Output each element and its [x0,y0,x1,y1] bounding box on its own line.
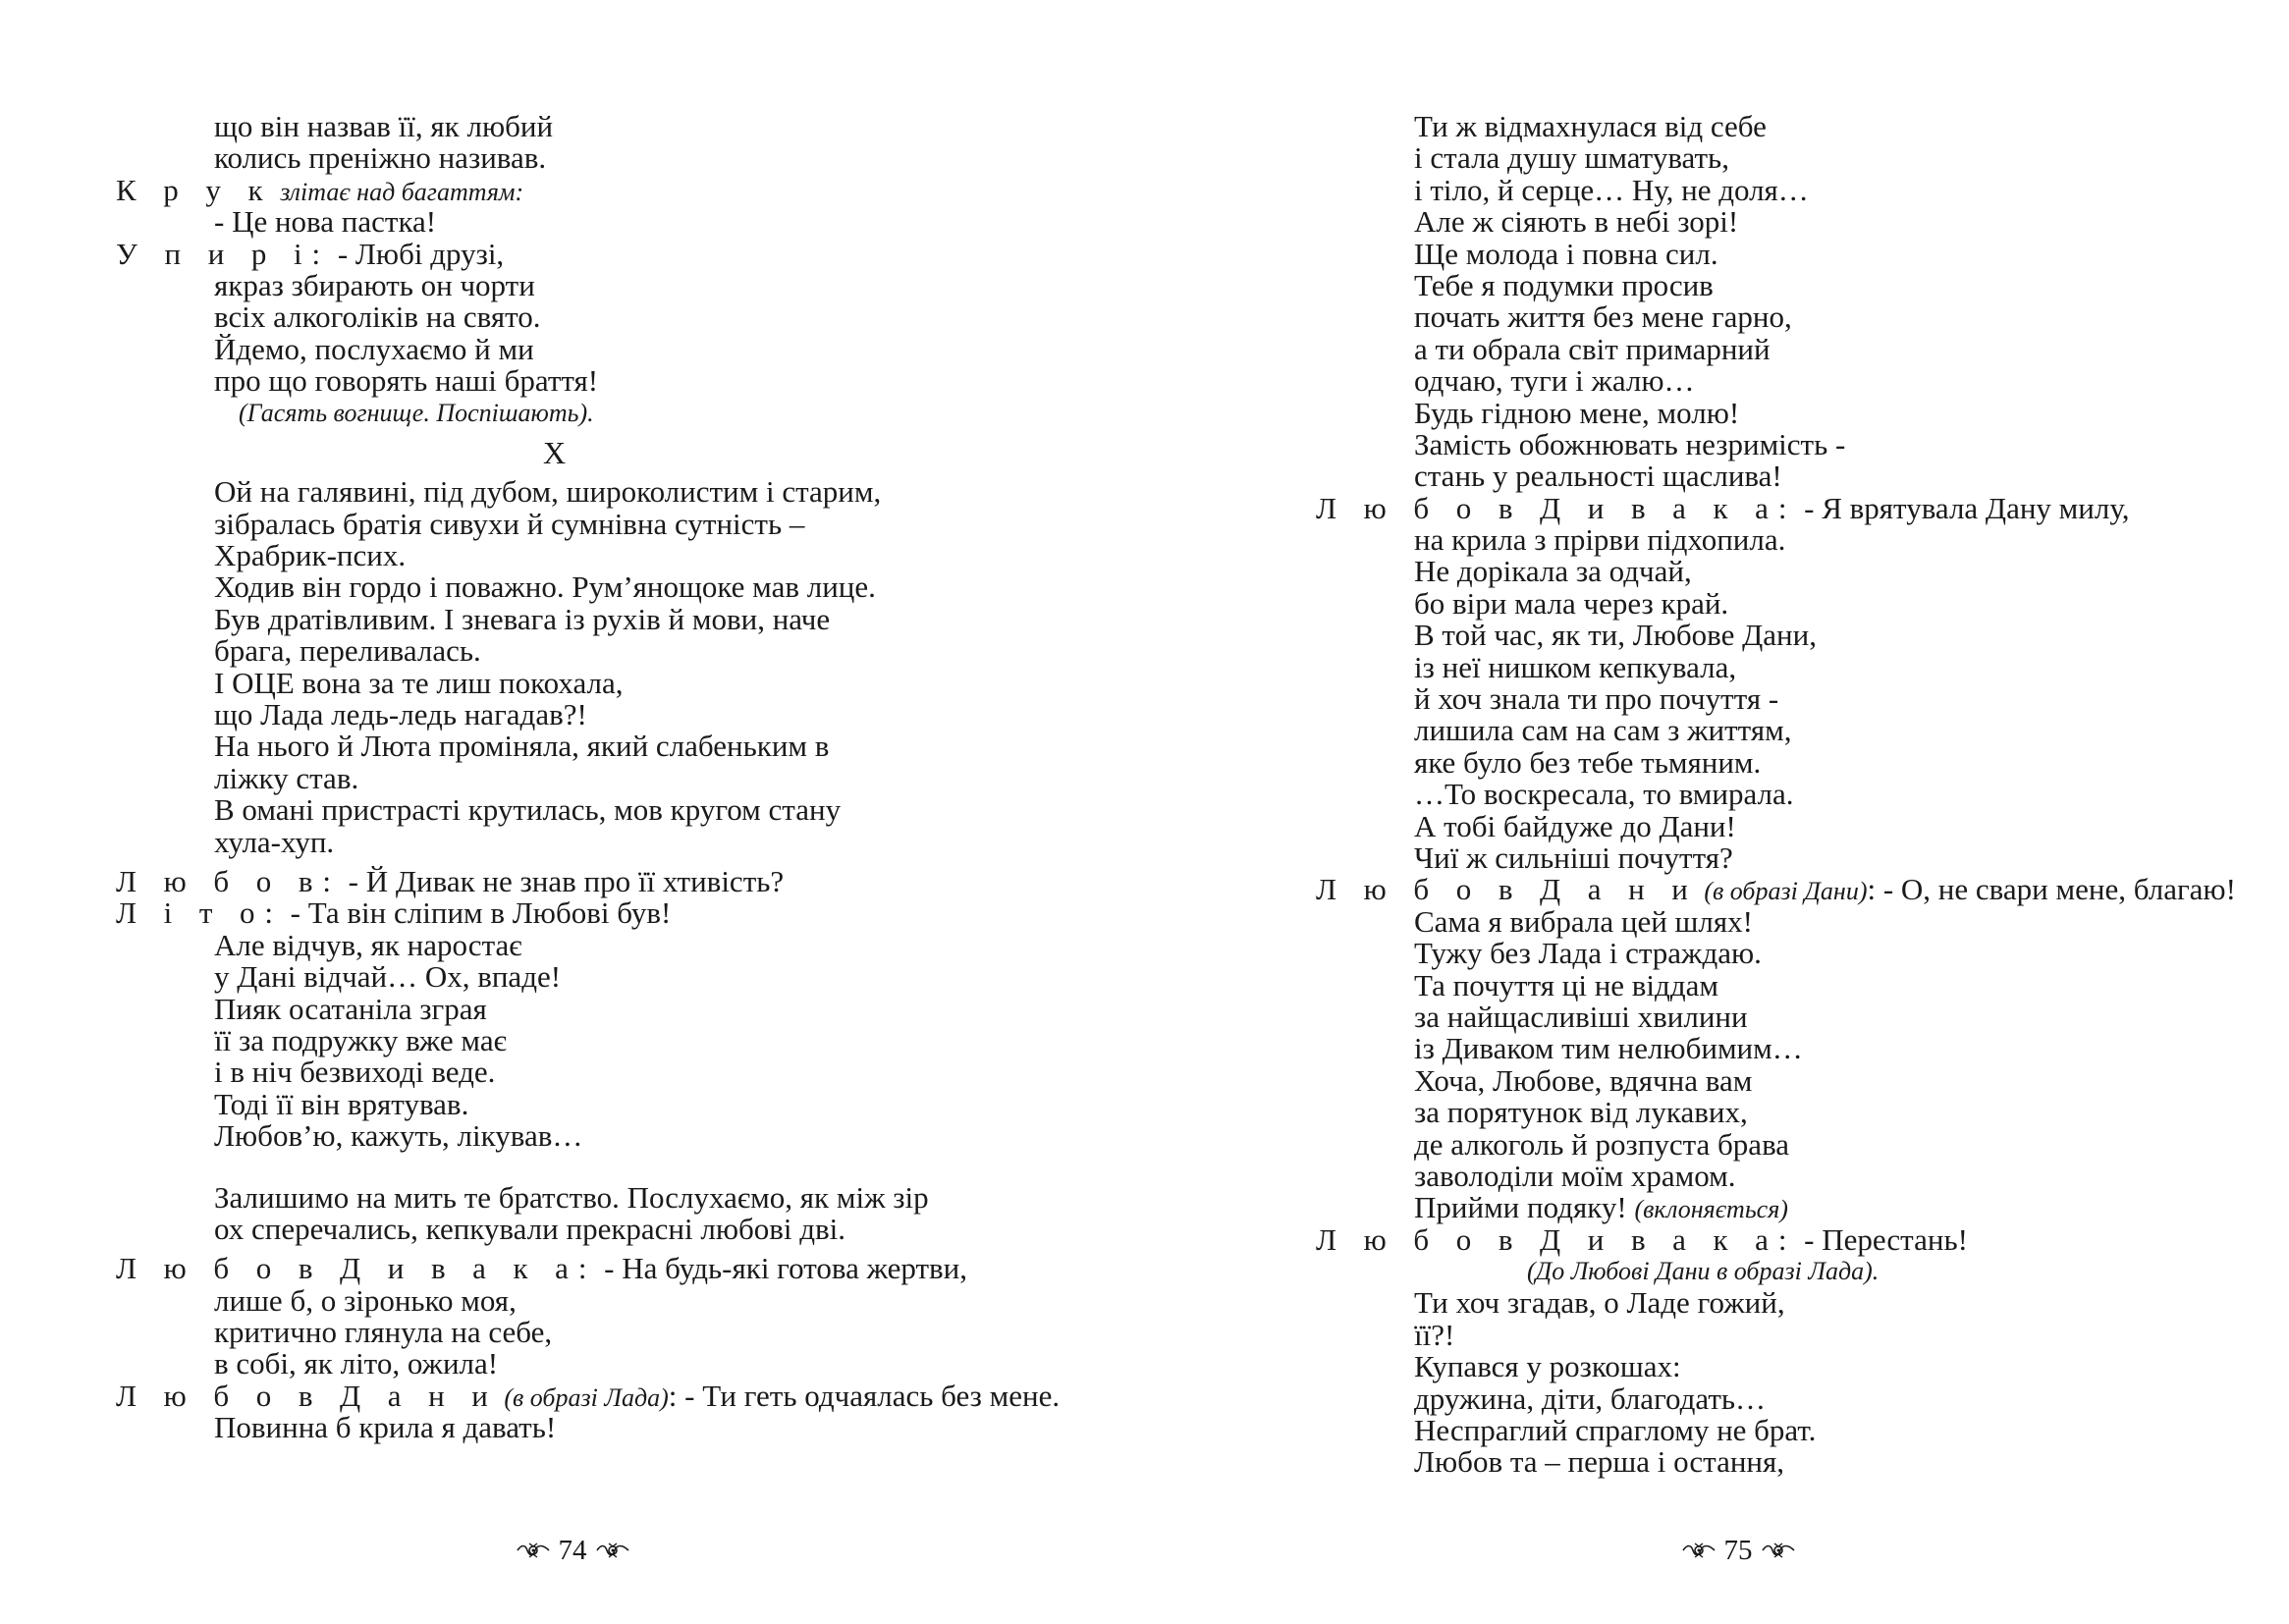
ornament-right-icon [1761,1541,1796,1560]
stage-direction: (в образі Лада) [497,1382,669,1412]
stage-direction: (вклоняється) [1634,1195,1788,1224]
verse-line: Не дорікала за одчай, [1414,554,1692,589]
verse-line: дружина, діти, благодать… [1414,1380,1767,1416]
verse-line: за найщасливіші хвилини [1414,999,1748,1034]
verse-line: лишила сам на сам з життям, [1414,713,1792,748]
verse-line: Тужу без Лада і страждаю. [1414,936,1762,971]
stage-direction: (Гасять вогнище. Поспішають). [239,398,594,427]
speaker-text: - На будь-які готова жертви, [596,1251,967,1286]
verse-line: Замість обожнювать незримість - [1414,426,1846,461]
right-text-column [1316,111,2259,1479]
verse-line: в собі, як літо, ожила! [214,1346,499,1381]
prose-line: Храбрик-псих. [214,538,407,573]
verse-line: Ти ж відмахнулася від себе [1414,109,1767,143]
prose-line: брага, переливалась. [214,633,481,669]
left-page [0,0,1144,1624]
ornament-left-icon [1681,1541,1717,1560]
speaker-line [116,172,1059,207]
prose-line: Був дратівливим. І зневага із рухів й мови, наче [214,601,831,636]
verse-line: й хоч знала ти про почуття - [1414,681,1779,717]
speaker-line [1316,874,2259,905]
prose-line: Ходив він гордо і поважно. Рум’янощоке мав лице. [214,569,876,605]
stage-direction: злітає над багаттям: [280,177,524,206]
verse-line: В той час, як ти, Любове Дани, [1414,618,1817,653]
verse-line: стань у реальності щаслива! [1414,459,1782,494]
speaker-line [116,897,1059,929]
verse-line: із неї нишком кепкувала, [1414,649,1737,684]
verse-line: Ще молода і повна сил. [1414,236,1718,271]
verse-line: бо віри мала через край. [1414,585,1729,621]
verse-line: почать життя без мене гарно, [1414,299,1792,335]
page-number-text: 75 [1723,1535,1753,1567]
page-number [494,1529,651,1570]
speaker-name: У п и р і: [116,236,331,271]
prose-line: хула-хуп. [214,824,335,859]
speaker-name: Л ю б о в Д и в а к а: [116,1251,597,1286]
speaker-text: : - О, не свари мене, благаю! [1867,872,2236,907]
verse-line: і в ніч безвиході веде. [214,1055,496,1090]
page-number-text: 74 [558,1535,587,1567]
prose-line: ох сперечались, кепкували прекрасні любові дві. [214,1211,846,1246]
verse-line: Але відчув, як наростає [214,927,522,962]
speaker-text: - Й Дивак не знав про її хтивість? [340,863,785,898]
verse-line: Тоді її він врятував. [214,1086,469,1121]
verse-line: Тебе я подумки просив [1414,267,1714,302]
prose-line: Ой на галявині, під дубом, широколистим і старим, [214,474,882,510]
prose-line: що Лада ледь-ледь нагадав?! [214,697,587,732]
speaker-line [1316,490,2259,525]
verse-line: - Це нова пастка! [214,204,437,240]
speaker-line [1316,1221,2259,1257]
verse-line: і стала душу шматувать, [1414,140,1729,176]
verse-line: із Диваком тим нелюбимим… [1414,1031,1803,1066]
verse-line: де алкоголь й розпуста брава [1414,1126,1790,1162]
left-text-column [116,111,1059,1444]
verse-line: колись преніжно називав. [214,140,547,176]
verse-line: Повинна б крила я давать! [214,1410,557,1445]
verse-line: Любов’ю, кажуть, лікував… [214,1118,583,1154]
verse-line: Пияк осатаніла зграя [214,991,487,1026]
stage-direction: (До Любові Дани в образі Лада). [1527,1257,1880,1286]
verse-line: Сама я вибрала цей шлях! [1414,903,1753,939]
verse-line: Йдемо, послухаємо й ми [214,331,534,366]
verse-line: яке було без тебе тьмяним. [1414,744,1762,780]
ornament-left-icon [516,1541,551,1560]
speaker-name: Л і т о: [116,895,283,931]
right-page [1144,0,2289,1624]
speaker-text: - Я врятувала Дану милу, [1796,490,2130,525]
section-numeral: Х [543,434,567,470]
verse-line: якраз збирають он чорти [214,267,535,302]
verse-line: лише б, о зіронько моя, [214,1282,517,1318]
verse-line: у Дані відчай… Ох, впаде! [214,959,562,995]
speaker-name: Л ю б о в: [116,863,341,898]
speaker-text: - Перестань! [1796,1221,1968,1257]
verse-line: Але ж сіяють в небі зорі! [1414,204,1739,240]
verse-line: про що говорять наші браття! [214,363,599,399]
speaker-text: : - Ти геть одчаялась без мене. [668,1378,1061,1413]
speaker-line [116,1253,1059,1284]
verse-line: всіх алкоголіків на свято. [214,299,541,335]
verse-line: за порятунок від лукавих, [1414,1095,1748,1130]
prose-line: І ОЦЕ вона за те лиш покохала, [214,665,624,700]
verse-line: Ти хоч згадав, о Ладе гожий, [1414,1285,1785,1321]
verse-line: Чиї ж сильніші почуття? [1414,839,1733,875]
verse-line: А тобі байдуже до Дани! [1414,808,1736,843]
speaker-name: Л ю б о в Д а н и [116,1378,498,1413]
verse-line: …То воскресала, то вмирала. [1414,777,1794,812]
page-number [1660,1529,1817,1570]
verse-line: Та почуття ці не віддам [1414,967,1718,1002]
verse-line: Будь гідною мене, молю! [1414,395,1740,430]
verse-line: критично глянула на себе, [214,1315,553,1350]
speaker-name: Л ю б о в Д и в а к а: [1316,490,1797,525]
prose-line: В омані пристрасті крутилась, мов кругом стану [214,792,842,828]
verse-line: Неспраглий спраглому не брат. [1414,1413,1817,1448]
verse-line: її за подружку вже має [214,1022,507,1057]
speaker-line [116,236,1059,271]
prose-line: Залишимо на мить те братство. Послухаємо, як між зір [214,1179,929,1215]
speaker-line [116,863,1059,898]
verse-text: Прийми подяку! [1414,1190,1627,1225]
speaker-name: К р у к [116,172,273,207]
verse-line: а ти обрала світ примарний [1414,331,1771,366]
verse-line: її?! [1414,1317,1455,1352]
verse-line: Любов та – перша і остання, [1414,1444,1785,1480]
speaker-text: - Любі друзі, [330,236,505,271]
verse-line: що він назвав її, як любий [214,109,554,143]
verse-line [1316,1192,2259,1223]
verse-line: Хоча, Любове, вдячна вам [1414,1062,1753,1098]
ornament-right-icon [595,1541,630,1560]
prose-line: На нього й Люта проміняла, який слабеньким в [214,729,830,764]
speaker-name: Л ю б о в Д и в а к а: [1316,1221,1797,1257]
speaker-name: Л ю б о в Д а н и [1316,872,1698,907]
prose-line: зібралась братія сивухи й сумнівна сутність – [214,506,805,541]
speaker-text: - Та він сліпим в Любові був! [282,895,672,931]
verse-line: на крила з прірви підхопила. [1414,522,1786,558]
stage-direction: (в образі Дани) [1697,877,1868,906]
prose-line: ліжку став. [214,760,359,795]
verse-line: заволоділи моїм храмом. [1414,1158,1736,1193]
verse-line: Купався у розкошах: [1414,1349,1681,1384]
verse-line: одчаю, туги і жалю… [1414,363,1695,399]
verse-line: і тіло, й серце… Ну, не доля… [1414,172,1809,207]
speaker-line [116,1380,1059,1412]
